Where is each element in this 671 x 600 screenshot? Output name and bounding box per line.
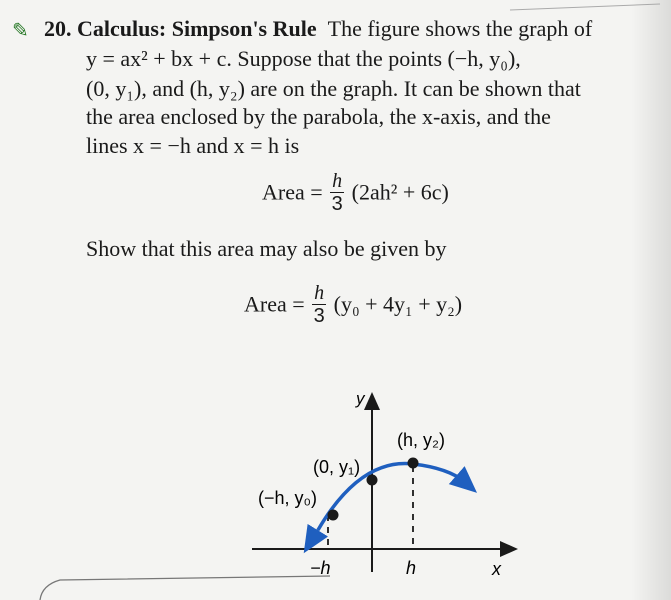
- formula-1-numerator: h: [332, 170, 343, 192]
- problem-line-4: the area enclosed by the parabola, the x-axis, and the: [86, 104, 551, 129]
- formula-2-rest: (y₀ + 4y₁ + y₂): [333, 291, 463, 317]
- problem-line-1-text: The figure shows the graph of: [327, 16, 593, 41]
- point-left-label: (−h, y₀): [258, 488, 317, 508]
- formula-1-rest: (2ah² + 6c): [351, 179, 449, 205]
- point-right: [408, 458, 419, 469]
- scan-line-mark: [510, 4, 660, 10]
- problem-heading: Calculus: Simpson's Rule: [77, 16, 317, 41]
- formula-1-denominator: 3: [331, 193, 343, 215]
- problem-number: 20.: [44, 16, 72, 41]
- point-right-label: (h, y₂): [397, 430, 445, 450]
- formula-2-lhs: Area =: [244, 291, 305, 317]
- x-axis-label: x: [492, 559, 501, 579]
- tick-label-pos-h: h: [406, 558, 417, 578]
- formula-1-lhs: Area =: [262, 179, 323, 205]
- point-left: [328, 510, 339, 521]
- problem-line-3: (0, y₁), and (h, y₂) are on the graph. It can be shown that: [86, 76, 581, 101]
- problem-line-5: lines x = −h and x = h is: [86, 133, 300, 158]
- problem-line-2: y = ax² + bx + c. Suppose that the points (−h, y₀),: [86, 46, 521, 71]
- y-axis-label: y: [356, 389, 365, 408]
- tick-label-neg-h: −h: [310, 558, 331, 578]
- point-mid: [367, 475, 378, 486]
- formula-2-denominator: 3: [313, 305, 325, 327]
- point-mid-label: (0, y₁): [313, 457, 361, 477]
- scan-pencil-mark: [40, 576, 330, 600]
- margin-pencil-icon: ✎: [12, 20, 29, 42]
- formula-2-numerator: h: [314, 282, 325, 304]
- middle-text: Show that this area may also be given by: [86, 236, 447, 261]
- curve-arrow-left: [310, 530, 318, 543]
